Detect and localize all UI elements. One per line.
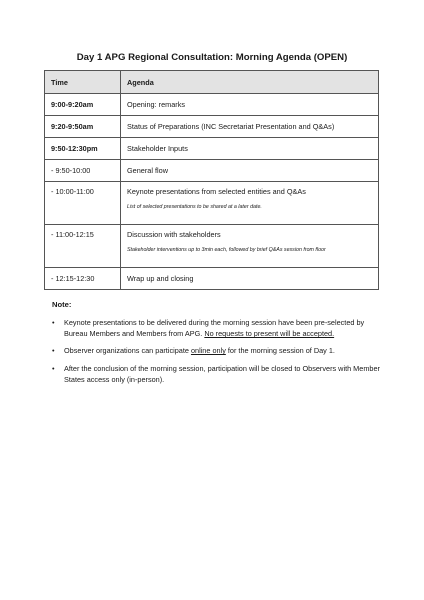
row-item: Stakeholder Inputs (121, 138, 379, 160)
agenda-title: Day 1 APG Regional Consultation: Morning Agenda (OPEN) (76, 52, 348, 63)
header-agenda: Agenda (121, 71, 379, 94)
row-subnote: List of selected presentations to be shared at a later date. (127, 204, 262, 210)
note-text: After the conclusion of the morning session, participation will be closed to Observers with Member States access only (in-person). (64, 363, 380, 384)
row-subnote: Stakeholder interventions up to 3min each, followed by brief Q&As session from floor (127, 247, 326, 253)
note-item (52, 317, 382, 339)
table-row (45, 94, 379, 116)
row-time: - 12:15-12:30 (45, 268, 121, 290)
note-text: for the morning session of Day 1. (225, 346, 335, 356)
row-cell (121, 182, 379, 225)
row-item: Keynote presentations from selected entities and Q&As (127, 187, 306, 196)
row-time: - 11:00-12:15 (45, 225, 121, 268)
row-time: 9:20-9:50am (45, 116, 121, 138)
row-item: Status of Preparations (INC Secretariat Presentation and Q&As) (121, 116, 379, 138)
table-row (45, 225, 379, 268)
notes-list (52, 317, 382, 391)
row-item: General flow (121, 160, 379, 182)
table-row (45, 138, 379, 160)
table-header-row (45, 71, 379, 94)
note-item (52, 363, 382, 385)
row-time: - 9:50-10:00 (45, 160, 121, 182)
table-row (45, 116, 379, 138)
note-item (52, 345, 382, 356)
table-row (45, 182, 379, 225)
row-item: Opening: remarks (121, 94, 379, 116)
agenda-table (44, 70, 379, 290)
table-row (45, 160, 379, 182)
row-time: 9:00-9:20am (45, 94, 121, 116)
table-row (45, 268, 379, 290)
note-emphasis: online only (190, 346, 226, 356)
header-time: Time (45, 71, 121, 94)
row-cell (121, 225, 379, 268)
note-text: Observer organizations can participate (64, 346, 191, 356)
row-time: 9:50-12:30pm (45, 138, 121, 160)
note-emphasis: No requests to present will be accepted. (204, 329, 335, 339)
row-time: - 10:00-11:00 (45, 182, 121, 225)
note-text: Keynote presentations to be delivered during the morning session have been pre-selected by Bureau Members and Members from APG. (64, 318, 365, 339)
note-heading: Note: (52, 300, 72, 309)
row-item: Wrap up and closing (121, 268, 379, 290)
row-item: Discussion with stakeholders (127, 230, 221, 239)
